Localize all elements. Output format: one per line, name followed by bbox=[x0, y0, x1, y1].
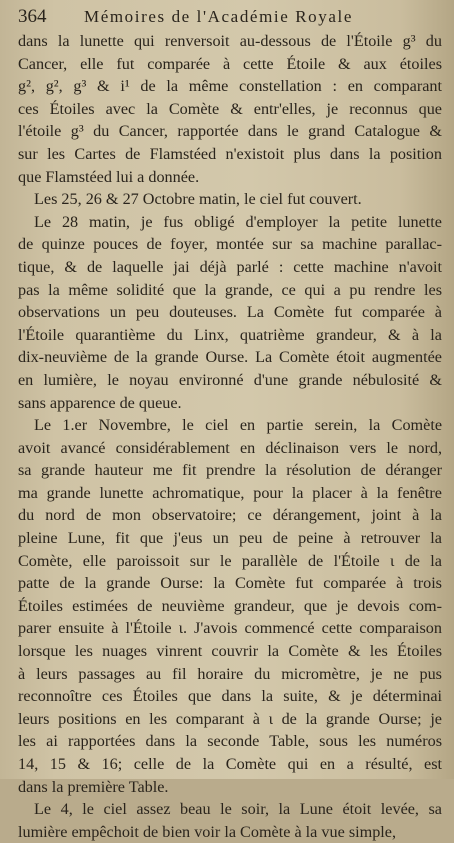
text-line: reconnoître ces Étoiles que dans la suite, & je déterminai bbox=[18, 687, 442, 706]
paragraph bbox=[18, 798, 442, 843]
text-line: en lumière, le noyau environné d'une grande nébulosité & bbox=[18, 370, 442, 389]
text-line: parer ensuite à l'Étoile ι. J'avois commencé cette comparaison bbox=[18, 619, 442, 638]
text-line: sur les Cartes de Flamstéed n'existoit plus dans la position bbox=[18, 144, 442, 163]
text-line: leurs positions en les comparant à ι de la grande Ourse; je bbox=[18, 709, 442, 728]
text-line: Comète, elle paroissoit sur le parallèle de l'Étoile ι de la bbox=[18, 551, 442, 570]
text-line: ma grande lunette achromatique, pour la placer à la fenêtre bbox=[18, 483, 442, 502]
text-line: tique, & de laquelle jai déjà parlé : cette machine n'avoit bbox=[18, 257, 442, 276]
text-line: à leurs passages au fil horaire du micromètre, je ne pus bbox=[18, 664, 442, 683]
text-line: lumière empêchoit de bien voir la Comète à la vue simple, bbox=[18, 822, 397, 841]
text-line: Le 1.er Novembre, le ciel en partie serein, la Comète bbox=[34, 416, 442, 435]
text-line: l'Étoile quarantième du Linx, quatrième grandeur, & à la bbox=[18, 325, 442, 344]
text-line: 14, 15 & 16; celle de la Comète qui en a résulté, est bbox=[18, 755, 442, 773]
text-line: Le 28 matin, je fus obligé d'employer la petite lunette bbox=[34, 212, 442, 231]
running-header bbox=[14, 4, 454, 30]
text-line: patte de la grande Ourse: la Comète fut comparée à trois bbox=[18, 574, 442, 593]
text-line: Le 4, le ciel assez beau le soir, la Lune étoit levée, sa bbox=[34, 800, 442, 819]
paragraph bbox=[18, 414, 442, 798]
text-line: dans la première Table. bbox=[18, 777, 169, 796]
text-line: de quinze pouces de foyer, montée sur sa machine parallac- bbox=[18, 235, 442, 254]
text-line: Étoiles estimées de neuvième grandeur, que je devois com- bbox=[18, 596, 442, 615]
text-line: Les 25, 26 & 27 Octobre matin, le ciel fut couvert. bbox=[34, 190, 362, 209]
text-line: observations un peu douteuses. La Comète fut comparée à bbox=[18, 303, 442, 322]
text-line: dix-neuvième de la grande Ourse. La Comète étoit augmentée bbox=[18, 348, 442, 367]
text-line: pleine Lune, fit que j'eus un peu de peine à retrouver la bbox=[18, 529, 442, 548]
text-line: pas la même solidité que la grande, ce qui a pu rendre les bbox=[18, 280, 442, 299]
text-line: Cancer, elle fut comparée à cette Étoile & aux étoiles bbox=[18, 54, 442, 73]
text-line: sa grande hauteur me fit prendre la résolution de déranger bbox=[18, 461, 442, 480]
text-line: avoit avancé considérablement en déclinaison vers le nord, bbox=[18, 438, 442, 457]
text-line: sans apparence de queue. bbox=[18, 393, 182, 412]
text-line: ces Étoiles avec la Comète & entr'elles, je reconnus que bbox=[18, 99, 442, 118]
paragraph bbox=[18, 30, 442, 188]
text-line: l'étoile g³ du Cancer, rapportée dans le grand Catalogue & bbox=[18, 122, 442, 141]
body-text bbox=[18, 30, 442, 843]
text-line: du nord de mon observatoire; ce dérangement, joint à la bbox=[18, 506, 442, 525]
text-line: lorsque les nuages vinrent couvrir la Comète & les Étoiles bbox=[18, 642, 442, 661]
text-line: dans la lunette qui renversoit au-dessous de l'Étoile g³ du bbox=[18, 32, 442, 50]
text-line: g², g², g³ & i¹ de la même constellation : en comparant bbox=[18, 77, 442, 96]
running-title: Mémoires de l'Académie Royale bbox=[84, 7, 353, 26]
page-number: 364 bbox=[18, 6, 47, 27]
text-line: que Flamstéed lui a donnée. bbox=[18, 167, 200, 186]
paragraph bbox=[18, 211, 442, 414]
text-line: les ai rapportées dans la seconde Table, sous les numéros bbox=[18, 732, 442, 751]
paragraph bbox=[18, 188, 442, 211]
